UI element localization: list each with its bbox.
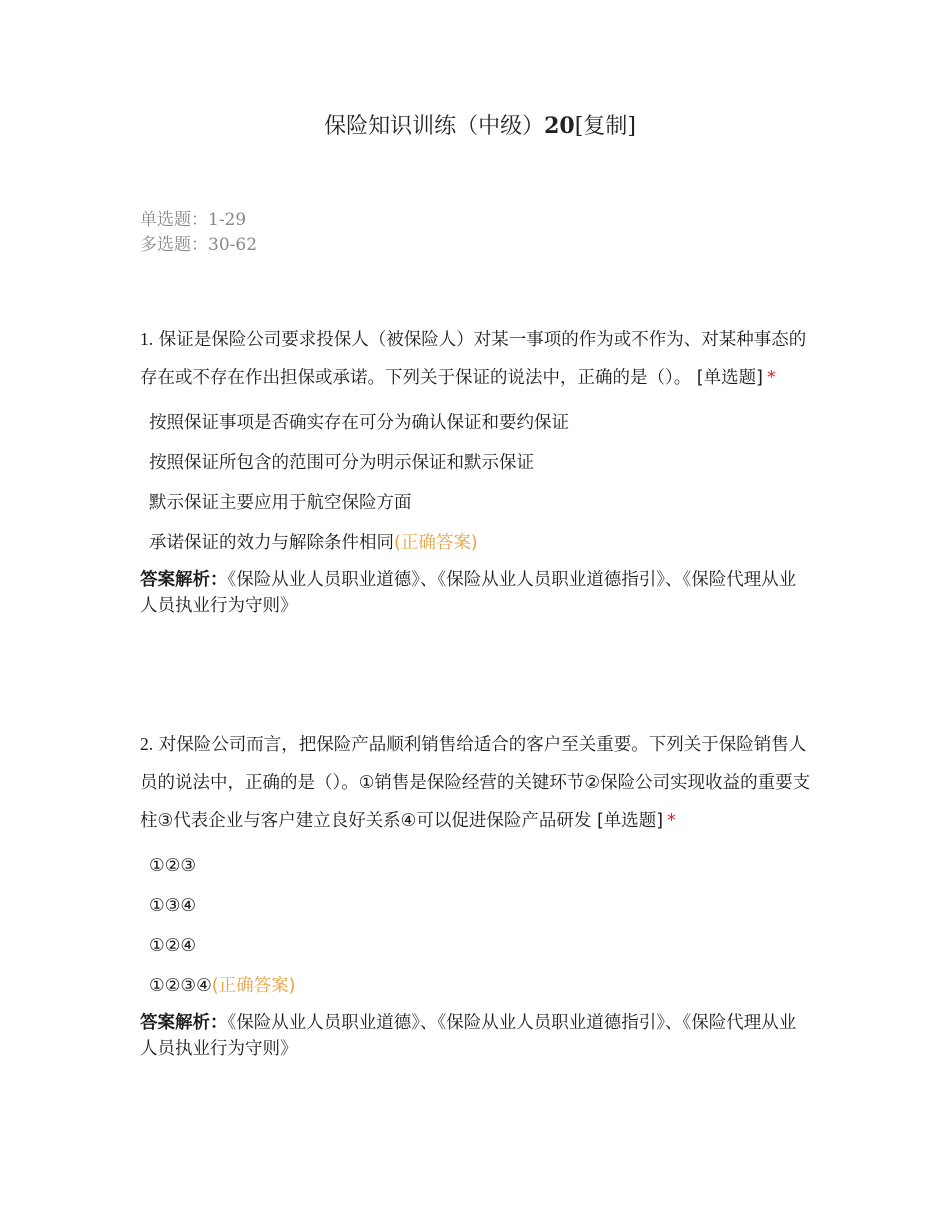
question-stem: 对保险公司而言，把保险产品顺利销售给适合的客户至关重要。下列关于保险销售人员的说法中，正确的是（）。①销售是保险经营的关键环节②保险公司实现收益的重要支柱③代表企业与客户建立良好关系④可以促进保险产品研发 [单选题] <box>140 735 811 831</box>
option-list <box>140 846 812 1006</box>
summary-single-choice: 单选题：1-29 <box>140 210 247 230</box>
question-number: 1. <box>140 329 154 349</box>
option-b[interactable] <box>140 886 812 926</box>
required-mark: * <box>667 811 676 831</box>
option-d[interactable] <box>140 966 812 1006</box>
question-stem: 保证是保险公司要求投保人（被保险人）对某一事项的作为或不作为、对某种事态的存在或不存在作出担保或承诺。下列关于保证的说法中，正确的是（）。 [单选题] <box>140 330 807 388</box>
option-text: ①③④ <box>149 896 197 916</box>
analysis-text: 《保险从业人员职业道德》、《保险从业人员职业道德指引》、《保险代理从业人员执业行为守则》 <box>140 570 797 616</box>
question-text <box>140 320 812 397</box>
correct-answer-tag: (正确答案) <box>394 533 478 553</box>
option-a[interactable] <box>140 403 812 443</box>
option-text: ①②④ <box>149 936 197 956</box>
question-text <box>140 725 812 840</box>
answer-analysis <box>140 567 812 619</box>
question-1 <box>140 320 812 619</box>
analysis-label: 答案解析： <box>140 1013 228 1033</box>
option-list <box>140 403 812 563</box>
option-d[interactable] <box>140 523 812 563</box>
title-number: 20 <box>544 113 575 139</box>
option-text: ①②③④ <box>149 976 212 996</box>
question-type-summary <box>140 208 257 258</box>
page-title <box>140 110 820 143</box>
analysis-text: 《保险从业人员职业道德》、《保险从业人员职业道德指引》、《保险代理从业人员执业行为守则》 <box>140 1013 797 1059</box>
option-b[interactable] <box>140 443 812 483</box>
option-text: ①②③ <box>149 856 197 876</box>
question-2 <box>140 725 812 1062</box>
option-text: 承诺保证的效力与解除条件相同 <box>149 533 394 553</box>
title-suffix: [复制] <box>574 114 636 139</box>
analysis-label: 答案解析： <box>140 570 228 590</box>
option-text: 默示保证主要应用于航空保险方面 <box>149 493 412 513</box>
title-main: 保险知识训练（中级） <box>324 114 545 139</box>
required-mark: * <box>766 368 776 388</box>
answer-analysis <box>140 1010 812 1062</box>
question-number: 2. <box>140 734 154 754</box>
option-text: 按照保证所包含的范围可分为明示保证和默示保证 <box>149 453 534 473</box>
option-a[interactable] <box>140 846 812 886</box>
summary-multiple-choice: 多选题：30-62 <box>140 235 258 255</box>
option-c[interactable] <box>140 483 812 523</box>
option-c[interactable] <box>140 926 812 966</box>
correct-answer-tag: (正确答案) <box>211 976 296 996</box>
option-text: 按照保证事项是否确实存在可分为确认保证和要约保证 <box>149 413 569 433</box>
